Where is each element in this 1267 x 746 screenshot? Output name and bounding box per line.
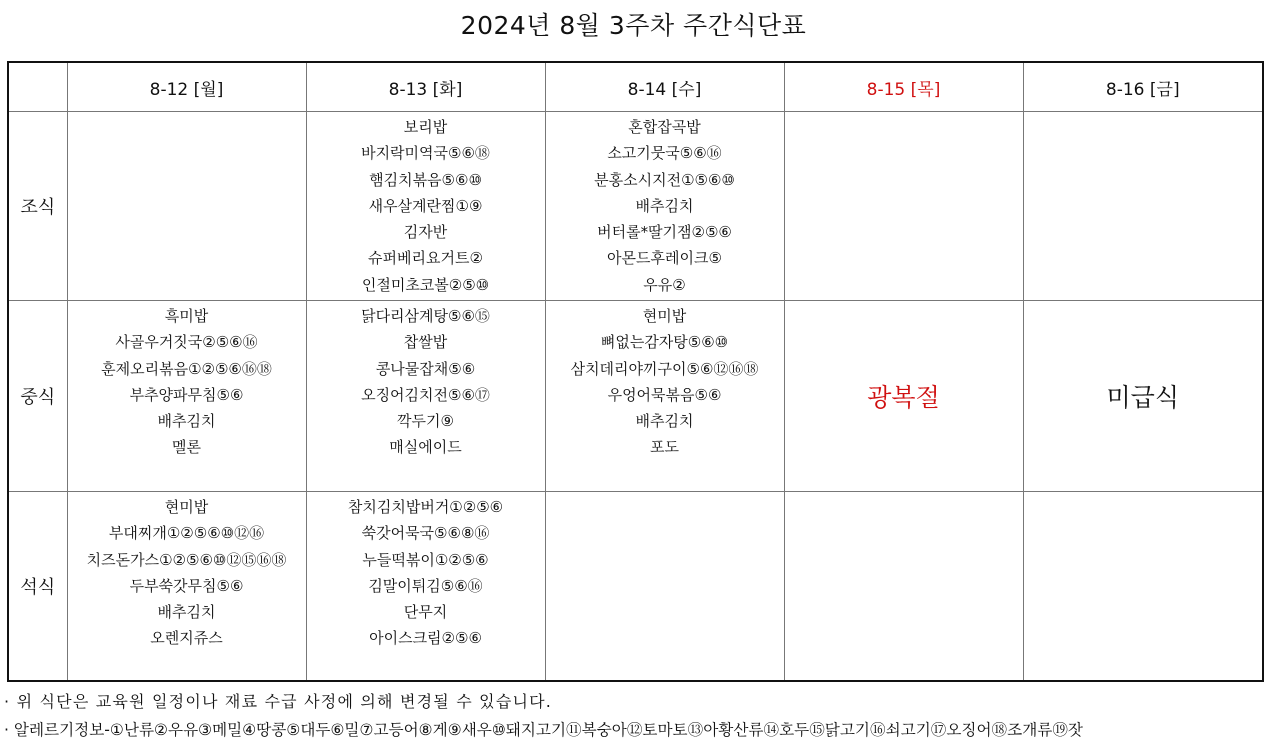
- menu-item: 햄김치볶음⑤⑥⑩: [369, 170, 482, 189]
- lunch-row: [8, 301, 1263, 492]
- day-header-thu: 8-15 [목]: [784, 62, 1023, 112]
- page-title: 2024년 8월 3주차 주간식단표: [460, 11, 807, 40]
- menu-item: 배추김치: [157, 412, 216, 431]
- holiday-cell: 광복절: [784, 301, 1023, 492]
- meal-label-breakfast: 조식: [8, 112, 67, 301]
- menu-item: 현미밥: [642, 307, 687, 325]
- menu-item: 슈퍼베리요거트②: [368, 249, 483, 268]
- menu-item: 흑미밥: [164, 307, 209, 325]
- menu-item: 사골우거짓국②⑤⑥⑯: [115, 333, 258, 352]
- dinner-row: [8, 492, 1263, 682]
- menu-item: 포도: [650, 438, 679, 457]
- menu-cell: [545, 112, 784, 301]
- menu-item: 새우살계란찜①⑨: [368, 196, 483, 215]
- menu-item: 바지락미역국⑤⑥⑱: [361, 144, 490, 163]
- menu-item: 분홍소시지전①⑤⑥⑩: [594, 170, 735, 189]
- menu-item: 멜론: [172, 438, 201, 457]
- menu-item: 깍두기⑨: [397, 412, 454, 431]
- change-notice: · 위 식단은 교육원 일정이나 재료 수급 사정에 의해 변경될 수 있습니다.: [4, 692, 553, 711]
- menu-cell: [306, 112, 545, 301]
- menu-item: 우엉어묵볶음⑤⑥: [607, 385, 722, 404]
- day-header-fri: 8-16 [금]: [1023, 62, 1263, 112]
- menu-item: 혼합잡곡밥: [628, 118, 701, 136]
- menu-cell: [1023, 492, 1263, 682]
- menu-item: 매실에이드: [389, 438, 462, 457]
- menu-cell: [67, 492, 306, 682]
- menu-item: 버터롤*딸기잼②⑤⑥: [597, 223, 732, 242]
- menu-cell: [67, 112, 306, 301]
- menu-item: 김말이튀김⑤⑥⑯: [368, 576, 483, 595]
- day-header-tue: 8-13 [화]: [306, 62, 545, 112]
- menu-cell: [545, 301, 784, 492]
- menu-cell: [545, 492, 784, 682]
- menu-item: 누들떡볶이①②⑤⑥: [362, 550, 489, 569]
- weekly-menu-table: [7, 61, 1264, 682]
- menu-cell: [1023, 112, 1263, 301]
- menu-item: 배추김치: [157, 603, 216, 622]
- no-meal-cell: 미급식: [1023, 301, 1263, 492]
- menu-item: 배추김치: [635, 412, 694, 431]
- menu-item: 훈제오리볶음①②⑤⑥⑯⑱: [101, 359, 272, 378]
- menu-item: 콩나물잡채⑤⑥: [375, 359, 476, 378]
- menu-item: 치즈돈가스①②⑤⑥⑩⑫⑮⑯⑱: [86, 550, 287, 569]
- menu-cell: [784, 492, 1023, 682]
- menu-item: 보리밥: [403, 118, 448, 136]
- menu-item: 쑥갓어묵국⑤⑥⑧⑯: [361, 524, 490, 543]
- menu-item: 부대찌개①②⑤⑥⑩⑫⑯: [108, 524, 265, 543]
- menu-cell: [306, 492, 545, 682]
- meal-label-dinner: 석식: [8, 492, 67, 682]
- menu-item: 김자반: [403, 223, 448, 242]
- meal-label-lunch: 중식: [8, 301, 67, 492]
- menu-item: 오징어김치전⑤⑥⑰: [361, 385, 490, 404]
- menu-item: 우유②: [643, 275, 686, 294]
- menu-item: 현미밥: [164, 498, 209, 516]
- menu-item: 아몬드후레이크⑤: [607, 249, 722, 268]
- notes: [4, 688, 1083, 744]
- day-header-mon: 8-12 [월]: [67, 62, 306, 112]
- menu-item: 삼치데리야끼구이⑤⑥⑫⑯⑱: [570, 359, 759, 378]
- menu-cell: [67, 301, 306, 492]
- menu-item: 아이스크림②⑤⑥: [369, 629, 482, 648]
- menu-item: 찹쌀밥: [403, 333, 448, 352]
- menu-cell: [784, 112, 1023, 301]
- menu-item: 단무지: [403, 603, 448, 622]
- header-row: [8, 62, 1263, 112]
- menu-item: 오렌지쥬스: [150, 629, 223, 648]
- menu-item: 소고기뭇국⑤⑥⑯: [607, 144, 722, 163]
- menu-item: 부추양파무침⑤⑥: [129, 385, 244, 404]
- allergy-info: · 알레르기정보-①난류②우유③메밀④땅콩⑤대두⑥밀⑦고등어⑧게⑨새우⑩돼지고기⑪복숭아⑫토마토⑬아황산류⑭호두⑮닭고기⑯쇠고기⑰오징어⑱조개류⑲잣: [4, 721, 1083, 739]
- menu-item: 배추김치: [635, 196, 694, 215]
- menu-item: 뼈없는감자탕⑤⑥⑩: [600, 333, 729, 352]
- menu-item: 참치김치밥버거①②⑤⑥: [347, 498, 504, 516]
- menu-item: 닭다리삼계탕⑤⑥⑮: [361, 307, 490, 325]
- breakfast-row: [8, 112, 1263, 301]
- menu-cell: [306, 301, 545, 492]
- corner-cell: [8, 62, 67, 112]
- day-header-wed: 8-14 [수]: [545, 62, 784, 112]
- menu-item: 인절미초코볼②⑤⑩: [361, 275, 490, 294]
- menu-item: 두부쑥갓무침⑤⑥: [129, 576, 244, 595]
